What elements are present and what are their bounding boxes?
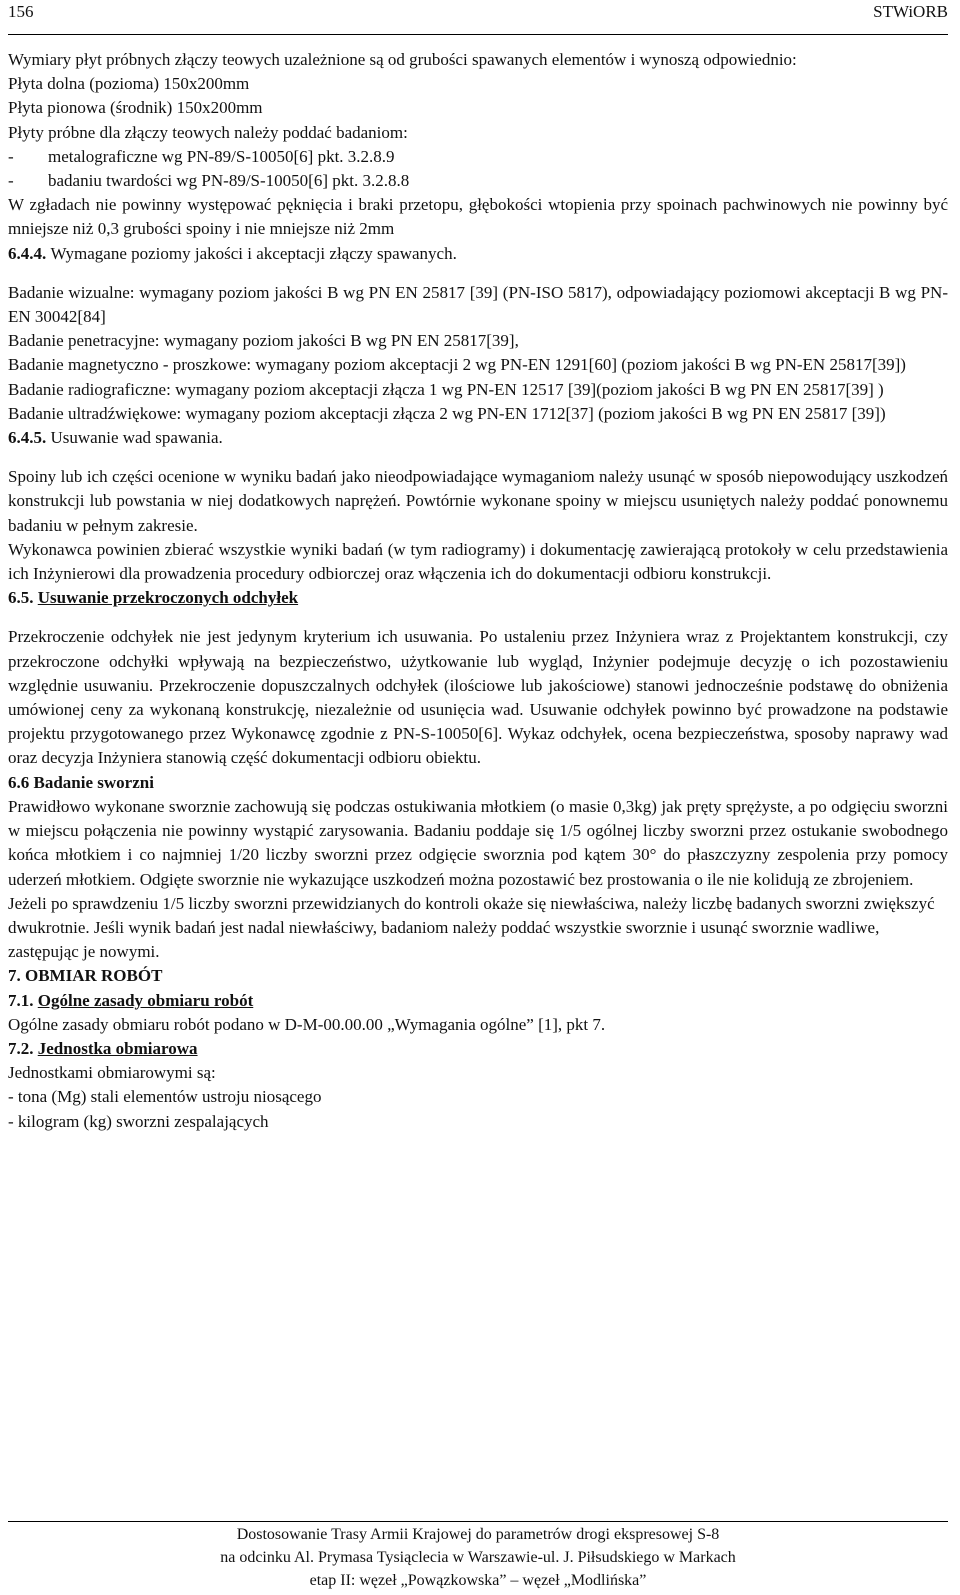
list-item-text: badaniu twardości wg PN-89/S-10050[6] pkt. 3.2.8.8	[48, 171, 410, 191]
studs-paragraph-2: Jeżeli po sprawdzeniu 1/5 liczby sworzni przewidzianych do kontroli okaże się niewłaściwa, należy liczbę badanych sworzni zwiększyć dwukrotnie. Jeśli wynik badań jest nadal niewłaściwy, badaniom należy poddać wszystkie sworznie i usunąć sworznie wadliwe, zastępując je nowymi.	[8, 893, 935, 962]
publisher-name: STWiORB	[873, 1, 948, 21]
quality-ultrasonic: Badanie ultradźwiękowe: wymagany poziom akceptacji złącza 2 wg PN-EN 1712[37] (poziom jakości B wg PN EN 25817 [39])	[8, 403, 886, 423]
studs-paragraph-1: Prawidłowo wykonane sworznie zachowują się podczas ostukiwania młotkiem (o masie 0,3kg) jak pręty sprężyste, a po odgięciu sworzni w miejscu połączenia nie powinny wystąpić zarysowania. Badaniu poddaje się 1/5 ogólnej liczby sworzni przez ostukanie swobodnego końca młotkiem i co najmniej 1/20 liczby sworzni przez odgięcie sworznia pod kątem 30° do płaszczyzny zespolenia przy pomocy uderzeń młotkiem. Odgięte sworznie nie wykazujące uszkodzeń można pozostawić bez prostowania o ile nie kolidują ze zbrojeniem.	[8, 796, 948, 889]
intro-line-bottom-plate: Płyta dolna (pozioma) 150x200mm	[8, 74, 250, 94]
footer-divider	[8, 1521, 948, 1522]
section-title: Jednostka obmiarowa	[37, 1038, 198, 1058]
defects-paragraph-1: Spoiny lub ich części ocenione w wyniku badań jako nieodpowiadające wymaganiom należy usunąć w sposób niepowodujący uszkodzeń konstrukcji lub powstania w niej dodatkowych naprężeń. Powtórnie wykonane spoiny w miejscu usuniętych należy poddać ponownemu badaniu w pełnym zakresie.	[8, 467, 948, 535]
deviations-paragraph: Przekroczenie odchyłek nie jest jedynym kryterium ich usuwania. Po ustaleniu przez Inżyniera wraz z Projektantem konstrukcji, czy przekroczone odchyłki wpływają na bezpieczeństwo, użytkowanie lub wygląd, Inżynier podejmuje decyzję o ich pozostawieniu względnie usuwaniu. Przekroczenie dopuszczalnych odchyłek (ilościowe lub jakościowe) stanowi jednocześnie podstawę do obniżenia umówionej ceny za wykonaną konstrukcję, niezależnie od usunięcia wad. Usuwanie odchyłek powinno być prowadzone na podstawie projektu przygotowanego przez Wykonawcę zgodnie z PN-S-10050[6]. Wykaz odchyłek, ocena bezpieczeństwa, sposoby naprawy wad oraz decyzja Inżyniera stanowią część dokumentacji odbioru obiektu.	[8, 627, 948, 768]
unit-kilogram: - kilogram (kg) sworzni zespalających	[8, 1111, 269, 1131]
quality-radiographic: Badanie radiograficzne: wymagany poziom akceptacji złącza 1 wg PN-EN 12517 [39](poziom jakości B wg PN EN 25817[39] )	[8, 379, 884, 399]
quality-magnetic: Badanie magnetyczno - proszkowe: wymagany poziom akceptacji 2 wg PN-EN 1291[60] (poziom jakości B wg PN-EN 25817[39])	[8, 355, 906, 375]
section-heading-6-6: 6.6 Badanie sworzni	[8, 772, 154, 792]
page-header	[8, 0, 948, 24]
header-divider	[8, 34, 948, 35]
page-footer	[8, 1523, 948, 1592]
list-item	[8, 169, 948, 193]
section-title: Usuwanie przekroczonych odchyłek	[37, 588, 299, 608]
section-number: 6.4.4.	[8, 243, 47, 263]
section-heading-7: 7. OBMIAR ROBÓT	[8, 966, 163, 986]
list-dash: -	[8, 171, 14, 191]
list-item	[8, 145, 948, 169]
section-title: Wymagane poziomy jakości i akceptacji złączy spawanych.	[50, 243, 457, 263]
measurement-rules: Ogólne zasady obmiaru robót podano w D-M-00.00.00 „Wymagania ogólne” [1], pkt 7.	[8, 1014, 606, 1034]
footer-line-2: na odcinku Al. Prymasa Tysiąclecia w Warszawie-ul. J. Piłsudskiego w Markach	[220, 1549, 736, 1566]
section-number: 6.4.5.	[8, 428, 47, 448]
units-intro: Jednostkami obmiarowymi są:	[8, 1063, 216, 1083]
section-title: Ogólne zasady obmiaru robót	[37, 990, 254, 1010]
section-number: 7.2.	[8, 1038, 34, 1058]
section-heading-6-4-5	[8, 426, 948, 450]
section-heading-6-4-4	[8, 242, 948, 266]
section-number: 6.5.	[8, 588, 34, 608]
intro-line-web-plate: Płyta pionowa (środnik) 150x200mm	[8, 98, 263, 118]
unit-ton: - tona (Mg) stali elementów ustroju niosącego	[8, 1087, 322, 1107]
section-heading-7-2	[8, 1037, 948, 1061]
page-number: 156	[8, 1, 34, 21]
section-title: Usuwanie wad spawania.	[50, 428, 223, 448]
section-number: 7.1.	[8, 990, 34, 1010]
list-item-text: metalograficzne wg PN-89/S-10050[6] pkt. 3.2.8.9	[48, 146, 395, 166]
footer-line-3: etap II: węzeł „Powązkowska” – węzeł „Modlińska”	[309, 1572, 647, 1589]
footer-line-1: Dostosowanie Trasy Armii Krajowej do parametrów drogi ekspresowej S-8	[236, 1526, 720, 1543]
section-heading-7-1	[8, 989, 948, 1013]
quality-penetrant: Badanie penetracyjne: wymagany poziom jakości B wg PN EN 25817[39],	[8, 331, 519, 351]
intro-paragraph-2: W zgładach nie powinny występować pęknięcia i braki przetopu, głębokości wtopienia przy spoinach pachwinowych nie powinny być mniejsze niż 0,3 grubości spoiny i nie mniejsze niż 2mm	[8, 195, 948, 239]
intro-paragraph: Wymiary płyt próbnych złączy teowych uzależnione są od grubości spawanych elementów i wynoszą odpowiednio:	[8, 50, 797, 69]
defects-paragraph-2: Wykonawca powinien zbierać wszystkie wyniki badań (w tym radiogramy) i dokumentację zawierającą protokoły w celu przedstawienia ich Inżynierowi dla prowadzenia procedury odbiorczej oraz włączenia ich do dokumentacji odbioru konstrukcji.	[8, 539, 948, 584]
section-heading-6-5	[8, 586, 948, 610]
document-body	[8, 48, 948, 1134]
intro-line-tests: Płyty próbne dla złączy teowych należy poddać badaniom:	[8, 122, 408, 142]
quality-visual: Badanie wizualne: wymagany poziom jakości B wg PN EN 25817 [39] (PN-ISO 5817), odpowiadający poziomowi akceptacji B wg PN-EN 30042[84]	[8, 282, 948, 327]
list-dash: -	[8, 146, 14, 166]
